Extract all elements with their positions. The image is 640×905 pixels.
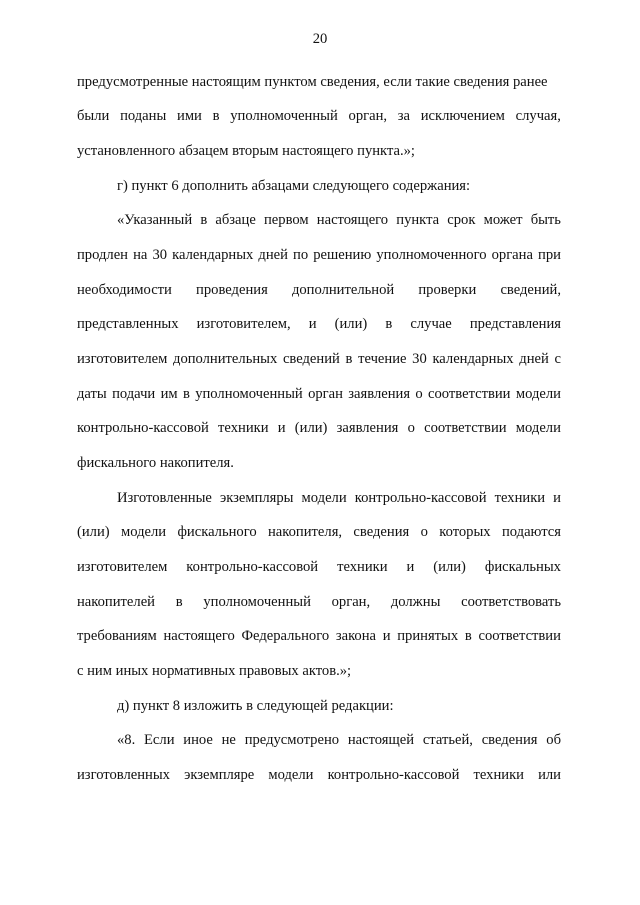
word: изготовителем, [196,316,291,332]
text-line [77,766,561,784]
word: дней [519,351,549,367]
word: в [175,594,183,610]
word: может [483,212,523,228]
word: дней [258,247,288,263]
text-line [77,246,561,264]
text-line [77,627,561,645]
word: и [553,490,561,506]
text-line [77,419,561,437]
word: орган, [348,108,388,124]
word: в [385,316,393,332]
word: или [538,767,561,783]
word: изготовителем [77,351,168,367]
word: (или) [294,420,328,436]
word: им [160,386,178,402]
word: заявления [336,420,399,436]
word: контрольно-кассовой [327,767,460,783]
word: за [397,108,411,124]
word: изготовителем [77,559,168,575]
word: пункта [396,212,440,228]
text-line: г) пункт 6 дополнить абзацами следующего содержания: [117,178,471,194]
word: о [407,420,415,436]
word: соответствовать [461,594,561,610]
word: случая, [515,108,561,124]
word: даты [77,386,107,402]
word: 30 [412,351,427,367]
word: модели [515,420,561,436]
word: и [308,316,317,332]
text-line: д) пункт 8 изложить в следующей редакции: [117,698,394,714]
word: принятых [397,628,459,644]
word: «8. [117,732,136,748]
word: и [406,559,415,575]
word: в [464,628,472,644]
word: орган [308,386,343,402]
word: первом [263,212,309,228]
word: предусмотрено [244,732,340,748]
word: (или) [334,316,368,332]
word: сведения [353,524,410,540]
word: фискального [177,524,257,540]
word: орган, [331,594,371,610]
page-number: 20 [312,31,328,47]
word: в [212,108,220,124]
word: сведения [481,732,538,748]
word: ими [177,108,202,124]
word: и [382,628,391,644]
word: уполномоченный [203,594,311,610]
word: требованиям [77,628,157,644]
word: Если [144,732,175,748]
text-line [77,558,561,576]
word: изготовленных [77,767,170,783]
word: техники [337,559,388,575]
word: дополнительной [291,282,395,298]
word: проведения [196,282,268,298]
word: модели [515,386,561,402]
word: представления [469,316,561,332]
word: экземпляры [219,490,294,506]
text-line [77,350,561,368]
word: накопителя, [268,524,343,540]
word: соответствии [424,420,507,436]
text-line [77,107,561,125]
text-line: предусмотренные настоящим пунктом сведения, если такие сведения ранее [77,74,548,90]
word: контрольно-кассовой [77,420,209,436]
text-line [117,489,561,507]
word: не [221,732,236,748]
word: подаются [501,524,561,540]
word: контрольно-кассовой [186,559,319,575]
word: при [538,247,561,263]
word: (или) [77,524,110,540]
word: о [415,386,423,402]
word: дополнительных [173,351,278,367]
word: в [200,212,208,228]
word: быть [530,212,561,228]
text-line [77,315,561,333]
word: экземпляре [184,767,255,783]
word: которых [439,524,491,540]
word: течение [358,351,407,367]
word: модели [268,767,314,783]
word: и [277,420,286,436]
word: исключением [420,108,505,124]
text-line: фискального накопителя. [77,455,234,471]
word: органа [491,247,533,263]
word: Федерального [241,628,330,644]
word: сведений, [500,282,561,298]
word: уполномоченный [230,108,338,124]
word: продлен [77,247,128,263]
text-line: с ним иных нормативных правовых актов.»; [77,663,352,679]
text-line [77,281,561,299]
word: на [133,247,148,263]
word: техники [494,490,546,506]
word: решению [313,247,372,263]
word: уполномоченный [195,386,303,402]
word: в [182,386,190,402]
word: абзаце [215,212,256,228]
word: были [77,108,110,124]
word: по [293,247,309,263]
word: накопителей [77,594,155,610]
word: «Указанный [117,212,193,228]
word: поданы [120,108,167,124]
word: уполномоченного [376,247,487,263]
word: техники [218,420,269,436]
word: календарных [172,247,254,263]
word: фискальных [484,559,561,575]
word: Изготовленные [117,490,212,506]
word: должны [390,594,441,610]
word: техники [473,767,524,783]
word: (или) [433,559,466,575]
word: настоящей [347,732,415,748]
text-line [117,211,561,229]
word: 30 [152,247,168,263]
word: сведений [282,351,340,367]
word: модели [120,524,167,540]
text-line [117,731,561,749]
word: случае [410,316,452,332]
word: срок [447,212,476,228]
word: закона [335,628,377,644]
word: об [546,732,561,748]
text-line [77,385,561,403]
word: заявления [348,386,411,402]
text-line [77,593,561,611]
word: представленных [77,316,179,332]
word: иное [183,732,213,748]
word: модели [301,490,347,506]
word: в [345,351,353,367]
word: статьей, [422,732,473,748]
text-line [77,523,561,541]
word: с [554,351,561,367]
word: календарных [432,351,514,367]
word: соответствии [478,628,561,644]
word: настоящего [163,628,235,644]
word: соответствии [428,386,511,402]
word: проверки [418,282,477,298]
word: контрольно-кассовой [354,490,487,506]
word: о [420,524,428,540]
text-line: установленного абзацем вторым настоящего пункта.»; [77,143,415,159]
word: настоящего [316,212,389,228]
word: подачи [112,386,156,402]
word: необходимости [77,282,172,298]
